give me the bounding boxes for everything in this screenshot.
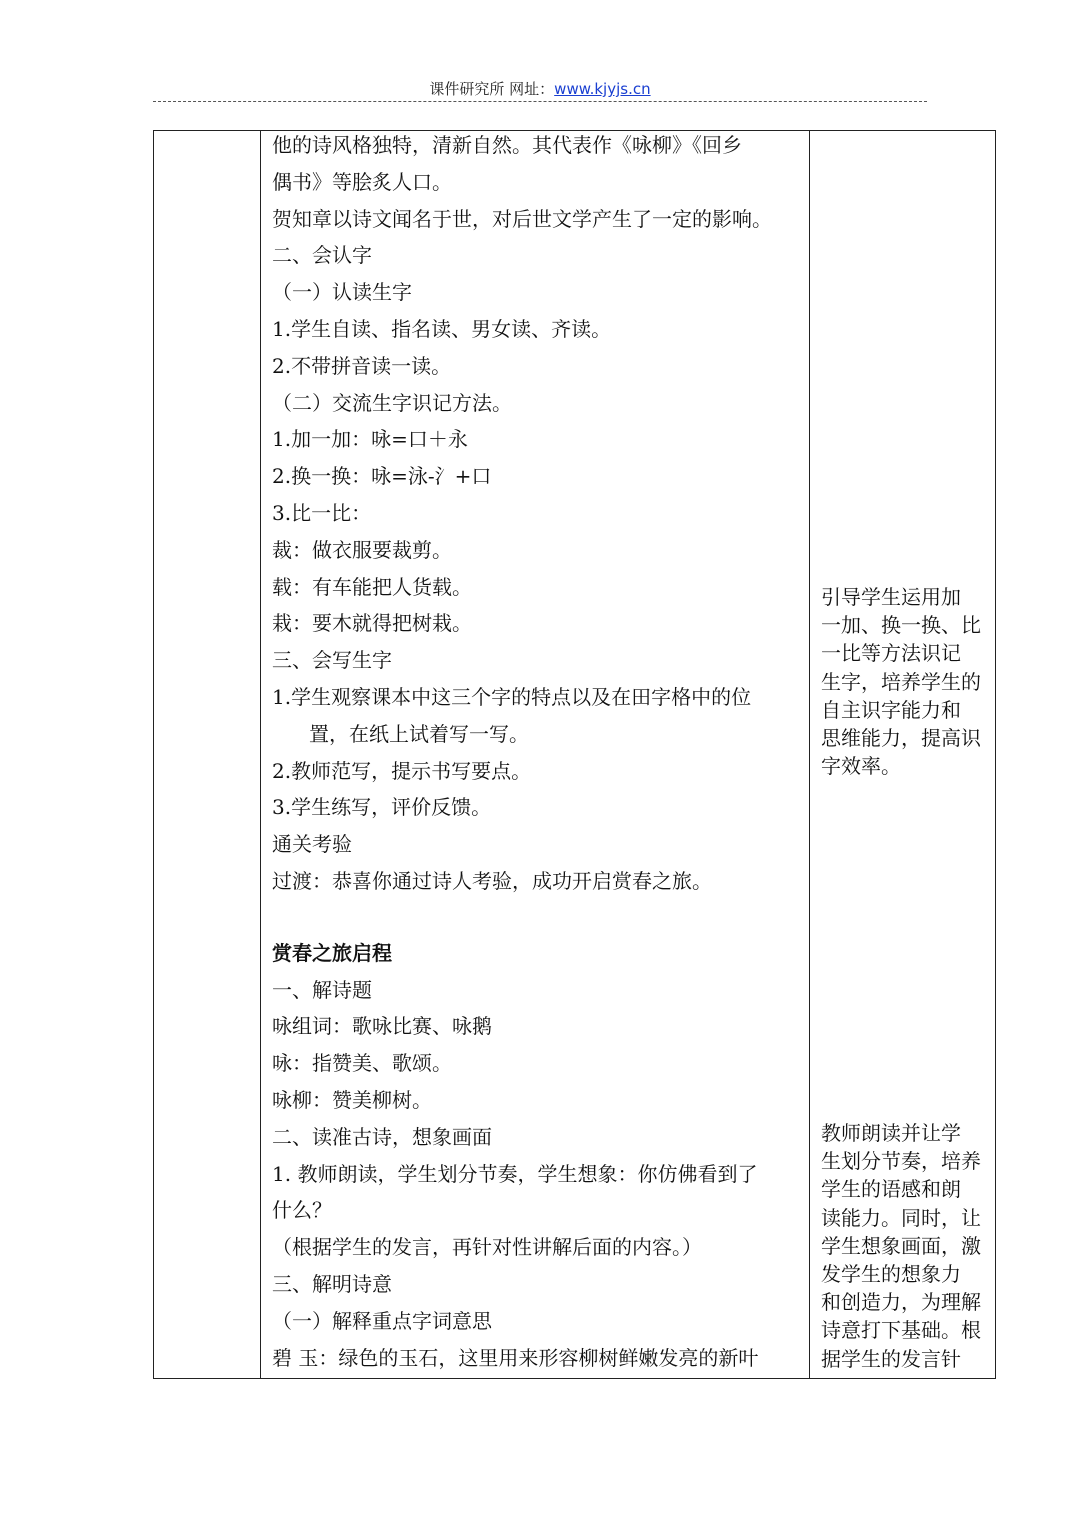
content-line: 通关考验 bbox=[272, 832, 352, 857]
content-line: 1. 教师朗读，学生划分节奏，学生想象：你仿佛看到了 bbox=[272, 1161, 758, 1186]
content-line: 3.比一比： bbox=[272, 500, 372, 525]
content-line: 碧 玉：绿色的玉石，这里用来形容柳树鲜嫩发亮的新叶 bbox=[272, 1345, 759, 1370]
part-heading: 赏春之旅启程 bbox=[272, 940, 392, 965]
note-line: 自主识字能力和 bbox=[821, 697, 961, 722]
content-line: 什么？ bbox=[272, 1198, 332, 1223]
note-line: 学生想象画面，激 bbox=[821, 1233, 981, 1258]
content-line: 咏：指赞美、歌颂。 bbox=[272, 1051, 452, 1076]
teaching-content-column bbox=[272, 131, 812, 1380]
section-heading: 二、读准古诗，想象画面 bbox=[272, 1124, 492, 1149]
section-heading: 三、解明诗意 bbox=[272, 1271, 392, 1296]
note-line: 生划分节奏，培养 bbox=[821, 1149, 981, 1174]
subsection-heading: （一）解释重点字词意思 bbox=[272, 1308, 492, 1333]
note-line: 诗意打下基础。根 bbox=[821, 1318, 981, 1343]
content-line: 咏组词：歌咏比赛、咏鹅 bbox=[272, 1014, 492, 1039]
content-line: 载：有车能把人货载。 bbox=[272, 574, 472, 599]
content-line: 1.学生观察课本中这三个字的特点以及在田字格中的位 bbox=[272, 684, 752, 709]
content-line: 偶书》等脍炙人口。 bbox=[272, 169, 452, 194]
section-heading: 三、会写生字 bbox=[272, 648, 392, 673]
section-heading: 一、解诗题 bbox=[272, 977, 372, 1002]
note-line: 思维能力，提高识 bbox=[821, 725, 981, 750]
note-line: 读能力。同时，让 bbox=[821, 1205, 981, 1230]
content-line: 3.学生练写，评价反馈。 bbox=[272, 795, 492, 820]
content-line: 过渡：恭喜你通过诗人考验，成功开启赏春之旅。 bbox=[272, 868, 712, 893]
content-line: 裁：做衣服要裁剪。 bbox=[272, 537, 452, 562]
note-line: 字效率。 bbox=[821, 754, 901, 779]
design-note-reading bbox=[821, 1119, 991, 1373]
content-line: 2.换一换：咏=泳-氵+口 bbox=[272, 464, 492, 489]
header-divider bbox=[153, 101, 927, 102]
content-line: 1.加一加：咏=口＋永 bbox=[272, 427, 468, 452]
note-line: 发学生的想象力 bbox=[821, 1261, 961, 1286]
note-line: 一加、换一换、比 bbox=[821, 613, 981, 638]
note-line: 据学生的发言针 bbox=[821, 1346, 961, 1371]
content-line: （根据学生的发言，再针对性讲解后面的内容。） bbox=[272, 1235, 702, 1260]
note-line: 和创造力，为理解 bbox=[821, 1290, 981, 1315]
lesson-table bbox=[153, 130, 996, 1379]
subsection-heading: （二）交流生字识记方法。 bbox=[272, 390, 512, 415]
note-line: 一比等方法识记 bbox=[821, 641, 961, 666]
note-line: 学生的语感和朗 bbox=[821, 1177, 961, 1202]
note-line: 生字，培养学生的 bbox=[821, 669, 981, 694]
column-divider-left bbox=[260, 131, 261, 1378]
note-line: 引导学生运用加 bbox=[821, 585, 961, 609]
website-link[interactable]: www.kjyjs.cn bbox=[554, 80, 651, 98]
content-line: 置，在纸上试着写一写。 bbox=[309, 721, 529, 746]
subsection-heading: （一）认读生字 bbox=[272, 280, 412, 305]
content-line: 他的诗风格独特，清新自然。其代表作《咏柳》《回乡 bbox=[272, 133, 742, 157]
header-text: 课件研究所 网址： bbox=[429, 80, 555, 98]
content-line: 栽：要木就得把树栽。 bbox=[272, 611, 472, 636]
page-header bbox=[0, 78, 1080, 99]
section-heading: 二、会认字 bbox=[272, 243, 372, 268]
content-line: 贺知章以诗文闻名于世，对后世文学产生了一定的影响。 bbox=[272, 206, 772, 231]
design-note-literacy bbox=[821, 583, 991, 780]
note-line: 教师朗读并让学 bbox=[821, 1121, 961, 1145]
content-line: 咏柳：赞美柳树。 bbox=[272, 1087, 432, 1112]
spacer bbox=[272, 904, 812, 939]
content-line: 2.不带拼音读一读。 bbox=[272, 353, 452, 378]
content-line: 1.学生自读、指名读、男女读、齐读。 bbox=[272, 316, 612, 341]
content-line: 2.教师范写，提示书写要点。 bbox=[272, 758, 532, 783]
